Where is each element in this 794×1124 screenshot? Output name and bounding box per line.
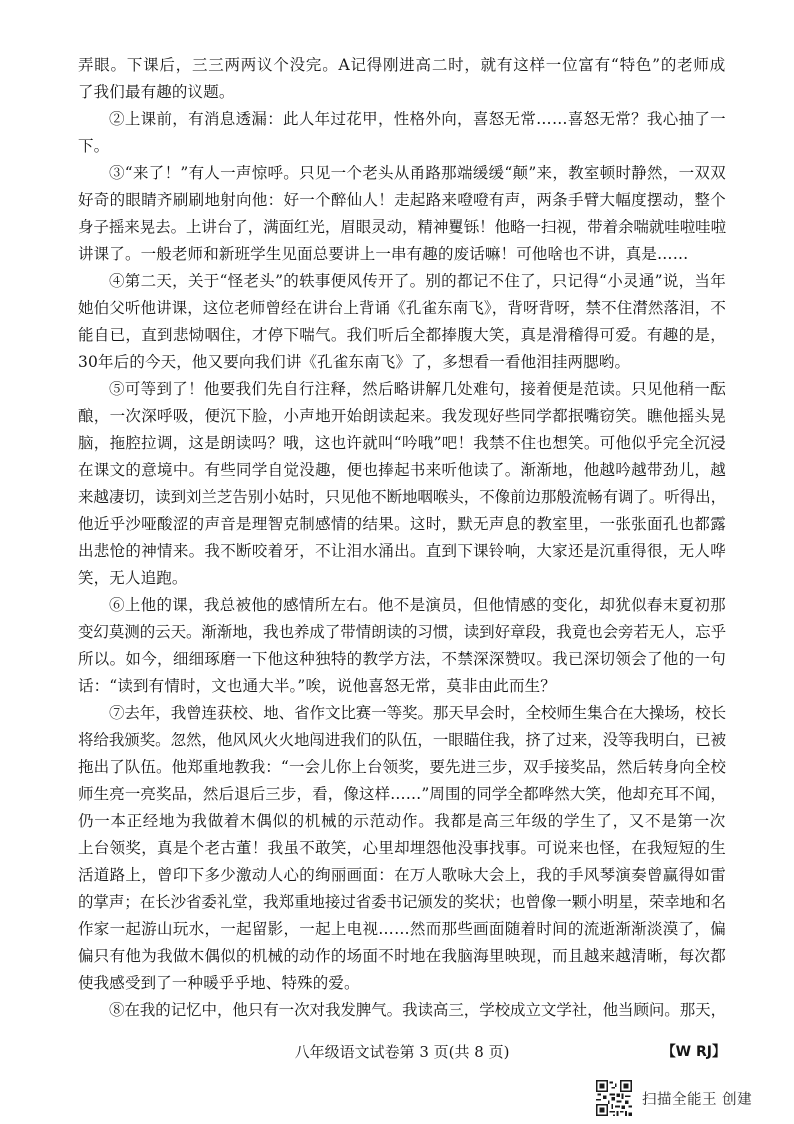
- paragraph-p4: [78, 268, 726, 376]
- text-line: ③“来了！”有人一声惊呼。只见一个老头从甬路那端缓缓“颠”来，教室顿时静然，一双双: [109, 164, 726, 182]
- text-line: 所以。如今，细细琢磨一下他这种独特的教学方法，不禁深深赞叹。我已深切领会了他的一句: [78, 650, 726, 668]
- paragraph-p5: [78, 376, 726, 592]
- text-line: ⑧在我的记忆中，他只有一次对我发脾气。我读高三，学校成立文学社，他当顾问。那天，: [109, 1001, 726, 1019]
- paragraph-p3: [78, 160, 726, 268]
- text-line: 好奇的眼睛齐刷刷地射向他：好一个醉仙人！走起路来噔噔有声，两条手臂大幅度摆动，整个: [78, 191, 726, 209]
- text-line: 活道路上，曾印下多少激动人心的绚丽画面：在万人歌咏大会上，我的手风琴演奏曾赢得如雷: [78, 866, 726, 884]
- text-line: ④第二天，关于“怪老头”的轶事便风传开了。别的都记不住了，只记得“小灵通”说，当年: [109, 272, 726, 290]
- text-line: 他近乎沙哑酸涩的声音是理智克制感情的结果。这时，默无声息的教室里，一张张面孔也都露: [78, 515, 726, 533]
- scanner-watermark: [596, 1078, 752, 1118]
- text-line: 来越凄切，读到刘兰芝告别小姑时，只见他不断地咽喉头，不像前边那般流畅有调了。听得出，: [78, 488, 726, 506]
- text-line: 了我们最有趣的议题。: [78, 83, 235, 101]
- watermark-text: 扫描全能王 创建: [642, 1091, 753, 1108]
- paragraph-p7: [78, 700, 726, 997]
- text-line: 师生亮一亮奖品，然后退后三步，看，像这样……”周围的同学全都哗然大笑，他却充耳不闻，: [78, 785, 726, 803]
- paragraph-p8: [78, 997, 726, 1024]
- text-line: 出悲怆的神情来。我不断咬着牙，不让泪水涌出。直到下课铃响，大家还是沉重得很，无人哗: [78, 542, 726, 560]
- text-line: 弄眼。下课后，三三两两议个没完。A记得刚进高二时，就有这样一位富有“特色”的老师成: [78, 56, 726, 74]
- text-line: 能自已，直到悲恸咽住，才停下喘气。我们听后全都捧腹大笑，真是滑稽得可爱。有趣的是，: [78, 326, 726, 344]
- text-line: 仍一本正经地为我做着木偶似的机械的示范动作。我都是高三年级的学生了，又不是第一次: [78, 812, 726, 830]
- text-line: 讲课了。一般老师和新班学生见面总要讲上一串有趣的废话嘛！可他啥也不讲，真是……: [78, 245, 689, 263]
- text-line: 30年后的今天，他又要向我们讲《孔雀东南飞》了，多想看一看他泪挂两腮哟。: [78, 353, 631, 371]
- text-line: 拖出了队伍。他郑重地教我：“一会儿你上台领奖，要先进三步，双手接奖品，然后转身向全校: [78, 758, 726, 776]
- text-line: ⑦去年，我曾连获校、地、省作文比赛一等奖。那天早会时，全校师生集合在大操场，校长: [109, 704, 726, 722]
- text-line: 身子摇来晃去。上讲台了，满面红光，眉眼灵动，精神矍铄！他略一扫视，带着余喘就哇啦哇啦: [78, 218, 726, 236]
- text-line: 在课文的意境中。有些同学自觉没趣，便也捧起书来听他读了。渐渐地，他越吟越带劲儿，越: [78, 461, 726, 479]
- text-line: 作家一起游山玩水，一起留影，一起上电视……然而那些画面随着时间的流逝渐渐淡漠了，偏: [78, 920, 726, 938]
- text-line: ⑥上他的课，我总被他的感情所左右。他不是演员，但他情感的变化，却犹似春末夏初那: [109, 596, 726, 614]
- reading-passage: [78, 52, 726, 1024]
- page-number-label: 八年级语文试卷第 3 页(共 8 页): [294, 1043, 510, 1061]
- text-line: 她伯父听他讲课，这位老师曾经在讲台上背诵《孔雀东南飞》，背呀背呀，禁不住潸然落泪，不: [78, 299, 726, 317]
- text-line: 上台领奖，真是个老古董！我虽不敢笑，心里却埋怨他没事找事。可说来也怪，在我短短的生: [78, 839, 726, 857]
- text-line: 使我感受到了一种暖乎乎地、特殊的爱。: [78, 974, 360, 992]
- text-line: 变幻莫测的云天。渐渐地，我也养成了带情朗读的习惯，读到好章段，我竟也会旁若无人，忘乎: [78, 623, 726, 641]
- paragraph-p6: [78, 592, 726, 700]
- text-line: 酿，一次深呼吸，便沉下脸，小声地开始朗读起来。我发现好些同学都抿嘴窃笑。瞧他摇头晃: [78, 407, 726, 425]
- paragraph-p2: [78, 106, 726, 160]
- text-line: ⑤可等到了！他要我们先自行注释，然后略讲解几处难句，接着便是范读。只见他稍一酝: [109, 380, 726, 398]
- text-line: 脑，拖腔拉调，这是朗读吗？哦，这也许就叫“吟哦”吧！我禁不住也想笑。可他似乎完全沉浸: [78, 434, 726, 452]
- version-code: 【W RJ】: [661, 1044, 726, 1060]
- text-line: 偏只有他为我做木偶似的机械的动作的场面不时地在我脑海里映现，而且越来越清晰，每次都: [78, 947, 726, 965]
- text-line: 下。: [78, 137, 110, 155]
- text-line: 话：“读到有情时，文也通大半。”唉，说他喜怒无常，莫非由此而生？: [78, 677, 556, 695]
- text-line: 将给我颁奖。忽然，他风风火火地闯进我们的队伍，一眼瞄住我，挤了过来，没等我明白，已被: [78, 731, 726, 749]
- paragraph-p0: [78, 52, 726, 106]
- page-footer: [78, 1040, 726, 1064]
- text-line: 的掌声；在长沙省委礼堂，我郑重地接过省委书记颁发的奖状；也曾像一颗小明星，荣幸地和名: [78, 893, 726, 911]
- text-line: 笑，无人追跑。: [78, 569, 188, 587]
- text-line: ②上课前，有消息透漏：此人年过花甲，性格外向，喜怒无常……喜怒无常？我心抽了一: [109, 110, 726, 128]
- qr-code-icon: [596, 1080, 632, 1116]
